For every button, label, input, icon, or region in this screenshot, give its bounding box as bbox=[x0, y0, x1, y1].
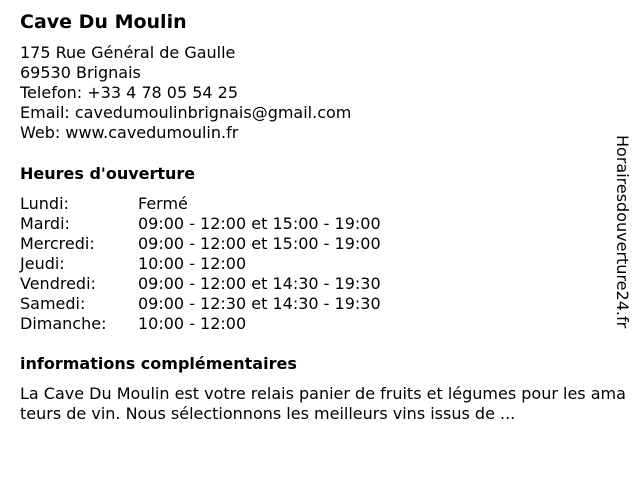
time-value: 09:00 - 12:00 et 14:30 - 19:30 bbox=[138, 274, 381, 293]
day-label: Vendredi: bbox=[20, 274, 96, 293]
opening-hours-heading: Heures d'ouverture bbox=[20, 164, 196, 183]
address-line-street: 175 Rue Général de Gaulle bbox=[20, 43, 236, 62]
site-watermark: Horairesdouverture24.fr bbox=[613, 135, 632, 329]
phone-number: Telefon: +33 4 78 05 54 25 bbox=[20, 83, 239, 102]
time-value: Fermé bbox=[138, 194, 188, 213]
hours-row bbox=[20, 274, 381, 294]
hours-row bbox=[20, 234, 381, 254]
hours-row bbox=[20, 254, 381, 274]
day-label: Jeudi: bbox=[20, 254, 65, 273]
business-description: La Cave Du Moulin est votre relais panier de fruits et légumes pour les amateurs de vin. Nous sélectionnons les meilleurs vins issus de ... bbox=[20, 384, 626, 423]
time-value: 09:00 - 12:30 et 14:30 - 19:30 bbox=[138, 294, 381, 313]
business-name: Cave Du Moulin bbox=[20, 11, 187, 33]
hours-row bbox=[20, 194, 381, 214]
website: Web: www.cavedumoulin.fr bbox=[20, 123, 239, 142]
contact-block bbox=[20, 43, 351, 143]
day-label: Dimanche: bbox=[20, 314, 107, 333]
time-value: 10:00 - 12:00 bbox=[138, 254, 247, 273]
opening-hours-table bbox=[20, 194, 381, 334]
day-label: Samedi: bbox=[20, 294, 86, 313]
email-address: Email: cavedumoulinbrignais@gmail.com bbox=[20, 103, 352, 122]
hours-row bbox=[20, 294, 381, 314]
hours-row bbox=[20, 214, 381, 234]
hours-row bbox=[20, 314, 381, 334]
time-value: 10:00 - 12:00 bbox=[138, 314, 247, 333]
additional-info-heading: informations complémentaires bbox=[20, 354, 297, 373]
address-line-city: 69530 Brignais bbox=[20, 63, 141, 82]
day-label: Lundi: bbox=[20, 194, 69, 213]
time-value: 09:00 - 12:00 et 15:00 - 19:00 bbox=[138, 234, 381, 253]
time-value: 09:00 - 12:00 et 15:00 - 19:00 bbox=[138, 214, 381, 233]
day-label: Mardi: bbox=[20, 214, 70, 233]
day-label: Mercredi: bbox=[20, 234, 95, 253]
